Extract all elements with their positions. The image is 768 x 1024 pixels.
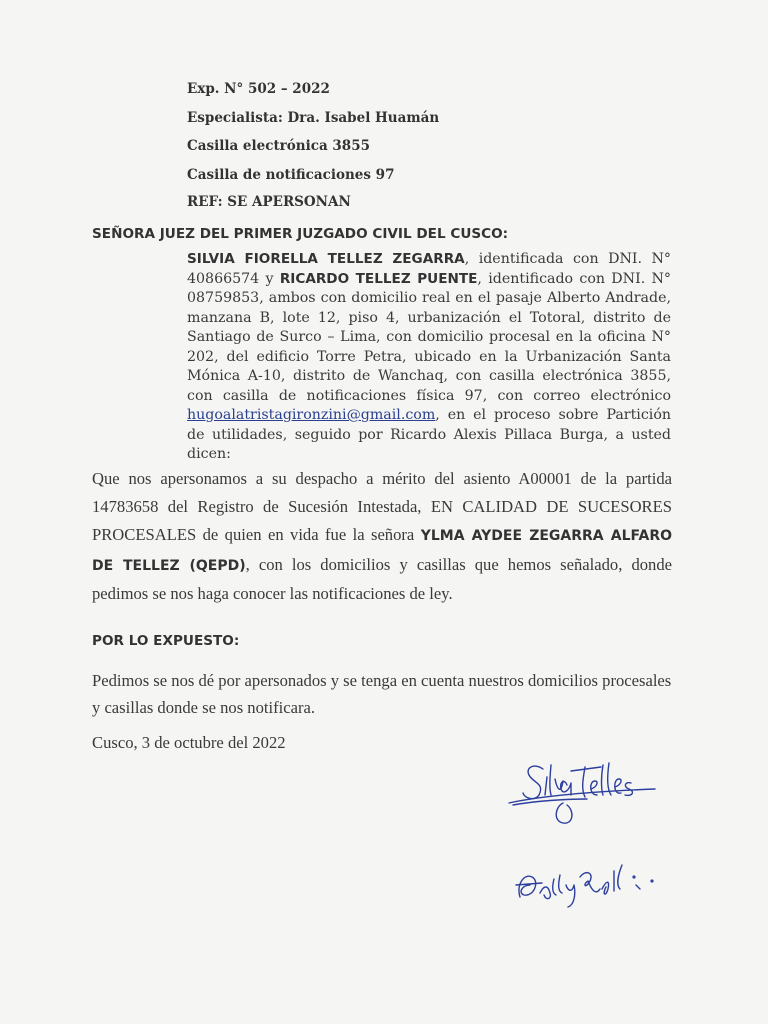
signature-second <box>510 855 670 915</box>
intro-text-3: , en el proceso sobre Partición de utilidades, seguido por Ricardo Alexis Pillaca Burga, a usted dicen: <box>187 407 671 462</box>
expediente-number: Exp. N° 502 – 2022 <box>187 81 330 97</box>
especialista-line: Especialista: Dra. Isabel Huamán <box>187 110 440 126</box>
main-text-2: , con los domicilios y casillas que hemos señalado, donde pedimos se nos haga conocer las notificaciones de ley. <box>92 554 673 603</box>
place-date: Cusco, 3 de octubre del 2022 <box>92 733 286 752</box>
intro-text-2: , identificado con DNI. N° 08759853, ambos con domicilio real en el pasaje Alberto Andrade, manzana B, lote 12, piso 4, urbanización el Totoral, distrito de Santiago de Surco – Lima, con domicilio procesal en la oficina N° 202, del edificio Torre Petra, ubicado en la Urbanización Santa Mónica A-10, distrito de Wanchaq, con casilla electrónica 3855, con casilla de notificaciones física 97, con correo electrónico <box>187 270 672 404</box>
main-text-1: Que nos apersonamos a su despacho a mérito del asiento A00001 de la partida 14783658 del Registro de Sucesión Intestada, EN CALIDAD DE SUCESORES PROCESALES de quien en vida fue la señora <box>92 469 672 545</box>
deceased-name: YLMA AYDEE ZEGARRA ALFARO DE TELLEZ (QEPD) <box>92 528 672 574</box>
reference-line: REF: SE APERSONAN <box>187 194 351 210</box>
party-name-1: SILVIA FIORELLA TELLEZ ZEGARRA <box>187 251 465 267</box>
request-paragraph: Pedimos se nos dé por apersonados y se tenga en cuenta nuestros domicilios procesales y casillas donde se nos notificara. <box>92 671 672 717</box>
casilla-notificaciones-line: Casilla de notificaciones 97 <box>187 167 395 183</box>
party-name-2: RICARDO TELLEZ PUENTE <box>279 270 478 287</box>
intro-text-1: , identificada con DNI. N° 40866574 y <box>187 251 672 287</box>
casilla-electronica-line: Casilla electrónica 3855 <box>187 138 370 154</box>
email-link[interactable]: hugoalatristagironzini@gmail.com <box>187 407 436 423</box>
addressee-heading: SEÑORA JUEZ DEL PRIMER JUZGADO CIVIL DEL CUSCO: <box>92 226 509 242</box>
main-paragraph <box>92 465 672 608</box>
por-lo-expuesto-heading: POR LO EXPUESTO: <box>92 633 240 649</box>
intro-paragraph <box>187 250 671 465</box>
signature-silvia <box>505 755 665 835</box>
